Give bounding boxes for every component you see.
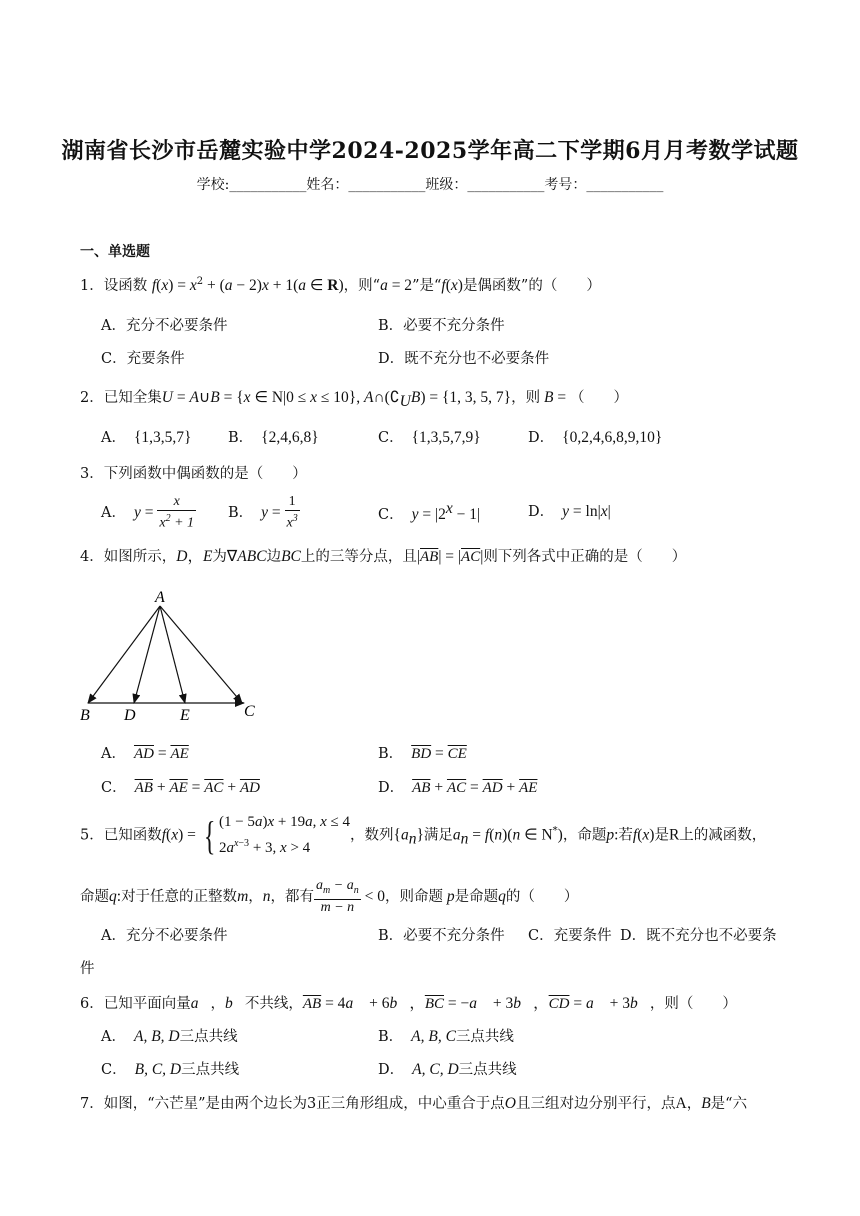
q1-option-d: D．既不充分也不必要条件	[378, 351, 550, 367]
q2-option-d: D． {0,2,4,6,8,9,10}	[528, 429, 663, 446]
q4-text-b: 为	[212, 549, 227, 565]
q3-option-b: B． y = $\frac{1}{x^3}$	[228, 494, 298, 531]
q5-text-g: 上的减函数，	[679, 827, 767, 844]
label-d: D	[124, 707, 136, 722]
q1-option-c: C．充要条件	[101, 351, 185, 367]
q4-option-d: D． $\overline{AB} + \overline{AC} = \overline{AD} + \overline{AE}$	[378, 779, 538, 796]
q2-option-a: A． {1,3,5,7}	[101, 429, 192, 446]
q6-option-b: B． A, B, C三点共线	[378, 1028, 514, 1045]
q5-option-a: A．充分不必要条件	[101, 928, 228, 944]
q1-text-c: ”是“	[412, 278, 442, 294]
q2-number: 2．	[80, 390, 104, 406]
label-a: A	[155, 589, 165, 606]
student-info-line: 学校:___________姓名：___________班级：___________考号：___________	[196, 177, 664, 193]
q5-text-f: 是	[654, 827, 669, 844]
q5-text-c: 满足	[423, 827, 453, 844]
q2-text-c: （ ）	[569, 390, 628, 406]
q6-text-c: 不共线，	[244, 996, 303, 1012]
q1-text-d: 是偶函数”的（ ）	[462, 278, 601, 294]
q4-text-e: 则下列各式中正确的是（ ）	[483, 549, 687, 565]
q4-option-b: B． $\overline{BD} = \overline{CE}$	[378, 745, 467, 762]
question-7: 7．如图，“六芒星”是由两个边长为3正三角形组成，中心重合于点O且三组对边分别平行，点A，B是“六	[80, 1095, 748, 1112]
q6-option-d: D． A, C, D三点共线	[378, 1061, 517, 1078]
q5-option-b: B．必要不充分条件	[378, 928, 505, 944]
q4-option-c: C． $\overline{AB} + \overline{AE} = \overline{AC} + \overline{AD}$	[101, 779, 260, 796]
q5-number: 5．	[80, 827, 104, 844]
q6-text-b: ，	[210, 996, 226, 1012]
label-c: C	[244, 703, 255, 720]
q2-text-a: 已知全集	[103, 390, 162, 406]
question-6: 6．已知平面向量a⃗，b⃗不共线，$\overline{AB}$ = 4a⃗ + 6b⃗，$\overline{BC}$ = −a⃗ + 3b⃗，$\overline{CD}$ = a⃗ + 3b⃗，则（ ）	[80, 995, 737, 1012]
q6-option-a: A． A, B, D三点共线	[101, 1028, 238, 1045]
q3-text-a: 下列函数中偶函数的是（ ）	[103, 466, 307, 482]
q5-option-d: D．既不充分也不必要条	[620, 928, 777, 944]
q4-text-a: 如图所示，	[103, 549, 177, 565]
q3-option-d: D． y = ln|x|	[528, 503, 611, 520]
page-title: 湖南省长沙市岳麓实验中学2024-2025学年高二下学期6月月考数学试题	[61, 138, 799, 164]
q5-text-e: 若	[618, 827, 633, 844]
vector-ab	[88, 606, 160, 703]
q6-text-d: ，则（ ）	[649, 996, 737, 1012]
q7-number: 7．	[80, 1096, 104, 1112]
q3-number: 3．	[80, 466, 104, 482]
label-e: E	[180, 707, 190, 722]
q6-number: 6．	[80, 996, 104, 1012]
q5-text-a: 已知函数	[103, 827, 162, 844]
q4-text-c: 边	[266, 549, 282, 565]
q1-option-b: B．必要不充分条件	[378, 318, 505, 334]
q7-text-b: 且三组对边分别平行，点	[516, 1096, 676, 1112]
q6-text-a: 已知平面向量	[103, 996, 191, 1012]
question-2: 2．已知全集U = A∪B = {x ∈ N|0 ≤ x ≤ 10}, $A\cap(∁_UB) = \{1$, 3, 5, 7}，则 B = （ ）	[80, 389, 628, 410]
q4-number: 4．	[80, 549, 104, 565]
q3-option-a: A． y = $\frac{x}{x^2 + 1}$	[101, 494, 195, 531]
question-5: 5．已知函数f(x) = { (1 − 5a)x + 19a, x ≤ 4 $2a^{x-3} + 3$, x > 4 ，数列$\{a_n\}$满足$a_n = f(n)(n$ ∈ N*)，命题p:若f(x)是R上的减函数，	[80, 812, 767, 858]
triangle-figure	[76, 586, 266, 722]
q1-text-a: 设函数	[103, 278, 148, 294]
q6-option-c: C． B, C, D三点共线	[101, 1061, 240, 1078]
label-b: B	[80, 707, 90, 722]
q1-text-b: ，则“	[343, 278, 381, 294]
question-3	[80, 462, 307, 483]
q5-text-b: ，数列	[349, 827, 394, 844]
q2-option-c: C． {1,3,5,7,9}	[378, 429, 481, 446]
q1-number: 1．	[80, 278, 104, 294]
q4-text-d: 上的三等分点，且	[300, 549, 417, 565]
q5-text-d: ，命题	[562, 827, 607, 844]
q2-option-b: B． {2,4,6,8}	[228, 429, 319, 446]
q2-text-b: ，则	[511, 390, 541, 406]
q7-text-a: 如图，“六芒星”是由两个边长为3正三角形组成，中心重合于点	[103, 1096, 505, 1112]
question-1: 1．设函数 $f(x) = x^2 + (a - 2)x + 1(a$ ∈ R)，则“a = 2”是“f(x)是偶函数”的（ ）	[80, 276, 601, 294]
q5-option-d-wrap: 件	[80, 961, 95, 977]
q4-option-a: A． $\overline{AD} = \overline{AE}$	[101, 745, 189, 762]
section-heading: 一、单选题	[80, 244, 150, 260]
question-4: 4．如图所示，D，E为∇ABC边BC上的三等分点，且$|\overline{AB}| = |\overline{AC}|$则下列各式中正确的是（ ）	[80, 548, 687, 565]
vector-ad	[134, 606, 160, 703]
q5-option-c: C．充要条件	[528, 928, 612, 944]
q3-option-c: C． $y = |2^x - 1|$	[378, 500, 481, 523]
q1-option-a: A．充分不必要条件	[101, 318, 228, 334]
question-5-line-2: 命题q:对于任意的正整数m，n，都有 $\frac{a_m - a_n}{m - n}$ < 0，则命题 p是命题q的（ ）	[80, 878, 579, 915]
q7-text-c: ，	[686, 1096, 702, 1112]
q7-text-d: 是“六	[710, 1096, 748, 1112]
